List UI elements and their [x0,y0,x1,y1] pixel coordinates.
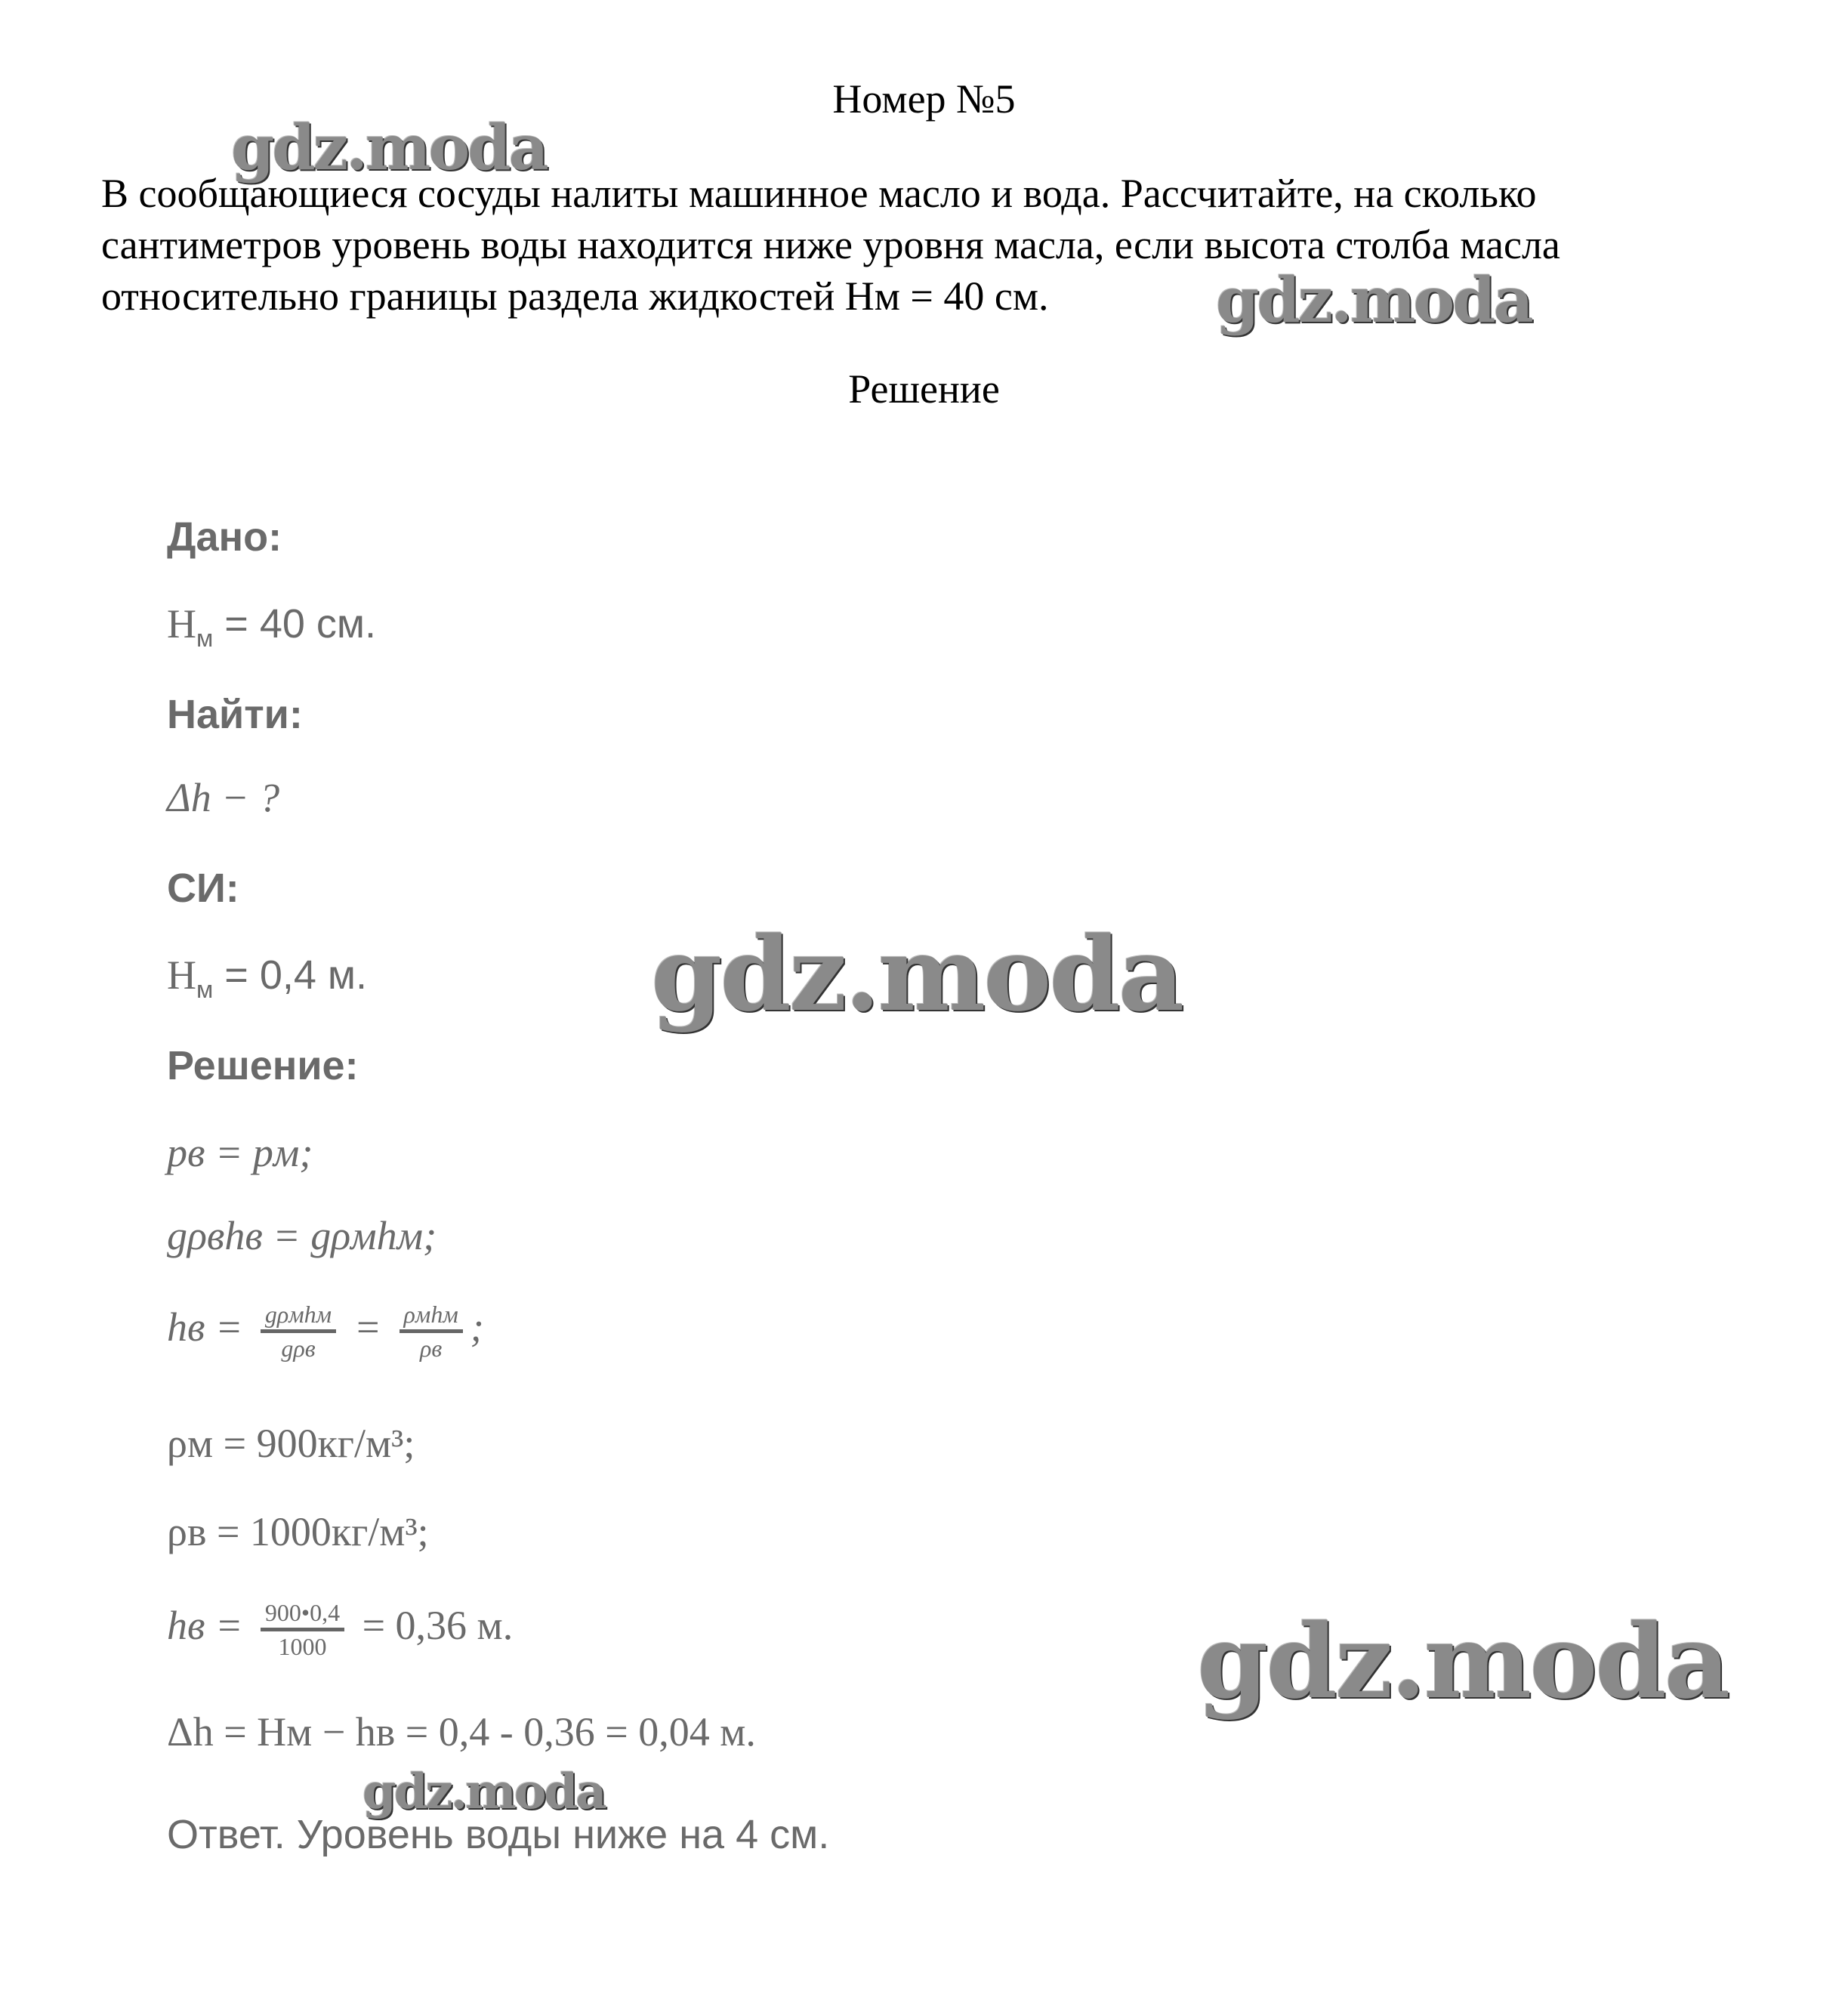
watermark: gdz.moda [363,1764,605,1820]
watermark: gdz.moda [1216,264,1532,337]
semicolon: ; [470,1304,484,1350]
fraction [261,1597,344,1662]
lhs: hв = [167,1304,243,1350]
denominator: gρв [281,1335,316,1362]
problem-line: сантиметров уровень воды находится ниже уровня масла, если высота столба масла [101,222,1560,267]
watermark: gdz.moda [1197,1601,1729,1721]
equation-hv-value [167,1597,513,1662]
given-value [167,600,376,653]
find-label: Найти: [167,692,303,737]
numerator: ρмhм [400,1299,463,1333]
h-symbol: H [167,952,196,998]
subscript: м [196,624,214,652]
subscript: м [196,975,214,1003]
result: = 0,36 м. [362,1602,514,1648]
answer: Ответ. Уровень воды ниже на 4 см. [167,1812,830,1857]
numerator: gρмhм [261,1299,336,1333]
numerator: 900•0,4 [261,1597,344,1631]
equation-pressure: pв = pм; [167,1130,313,1175]
h-symbol: H [167,601,196,647]
denominator: 1000 [278,1633,327,1660]
density-water: ρв = 1000кг/м³; [167,1509,429,1554]
find-value: Δh − ? [167,775,280,820]
value: = 40 см. [213,601,377,647]
equals: = [353,1304,382,1350]
watermark: gdz.moda [651,914,1183,1034]
denominator: ρв [420,1335,443,1362]
given-label: Дано: [167,514,282,560]
equation-delta-h: Δh = Hм − hв = 0,4 - 0,36 = 0,04 м. [167,1709,756,1755]
value: = 0,4 м. [213,952,368,998]
si-value [167,952,367,1004]
si-label: СИ: [167,866,239,911]
fraction [261,1299,336,1363]
problem-title: Номер №5 [832,76,1016,122]
equation-hv-formula [167,1299,484,1363]
problem-line: В сообщающиеся сосуды налиты машинное масло и вода. Рассчитайте, на сколько [101,171,1537,216]
lhs: hв = [167,1602,243,1648]
fraction [400,1299,463,1363]
equation-balance: gρвhв = gρмhм; [167,1213,437,1258]
density-oil: ρм = 900кг/м³; [167,1421,415,1466]
solution-label: Решение: [167,1043,359,1088]
problem-line: относительно границы раздела жидкостей Нм = 40 см. [101,273,1049,319]
watermark: gdz.moda [231,112,547,184]
solution-heading: Решение [848,366,1000,412]
